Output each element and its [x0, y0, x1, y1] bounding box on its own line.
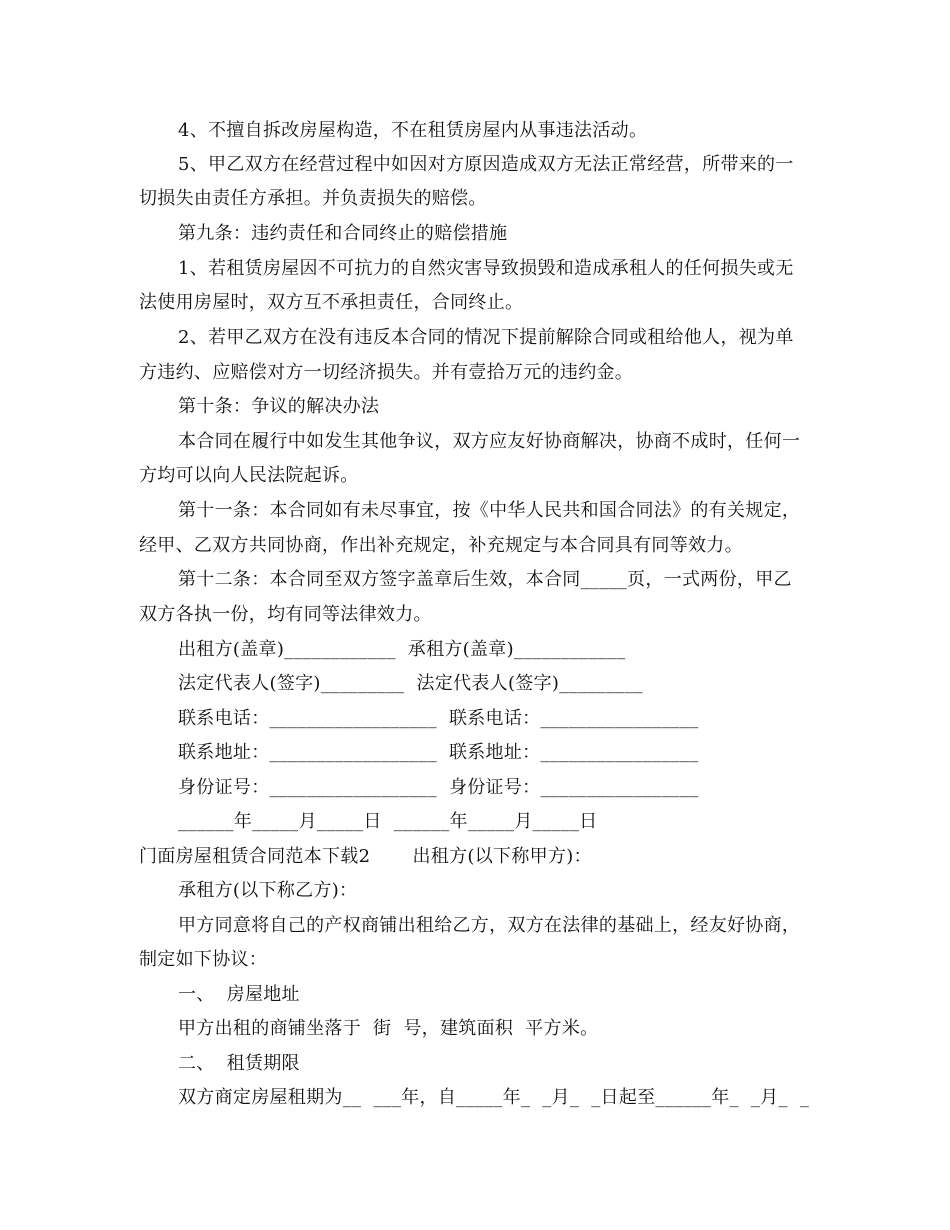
signature-line: 联系电话：__________________ 联系电话：_________________: [178, 708, 699, 729]
text-line: 双方各执一份，均有同等法律效力。: [139, 604, 432, 625]
text-line: 第十二条：本合同至双方签字盖章后生效，本合同_____页，一式两份，甲乙: [178, 569, 792, 590]
document-title: 门面房屋租赁合同范本下载2 出租方(以下称甲方)：: [139, 846, 592, 867]
section-heading: 一、 房屋地址: [178, 984, 300, 1005]
text-line: 甲方出租的商铺坐落于 街 号，建筑面积 平方米。: [178, 1018, 599, 1039]
section-heading: 第九条：违约责任和合同终止的赔偿措施: [178, 223, 508, 244]
text-line: 甲方同意将自己的产权商铺出租给乙方，双方在法律的基础上，经友好协商，: [178, 915, 801, 936]
text-line: 法使用房屋时，双方互不承担责任，合同终止。: [139, 292, 524, 313]
text-line: 本合同在履行中如发生其他争议，双方应友好协商解决，协商不成时，任何一: [178, 431, 801, 452]
section-heading: 第十条：争议的解决办法: [178, 396, 380, 417]
text-line: 第十一条：本合同如有未尽事宜，按《中华人民共和国合同法》的有关规定，: [178, 500, 801, 521]
text-line: 方均可以向人民法院起诉。: [139, 465, 359, 486]
text-line: 承租方(以下称乙方)：: [178, 880, 358, 901]
section-heading: 二、 租赁期限: [178, 1053, 300, 1074]
text-line: 2、若甲乙双方在没有违反本合同的情况下提前解除合同或租给他人，视为单: [178, 327, 794, 348]
date-line: ______年_____月_____日 ______年_____月_____日: [178, 811, 598, 832]
signature-line: 法定代表人(签字)_________ 法定代表人(签字)_________: [178, 673, 643, 694]
text-line: 1、若租赁房屋因不可抗力的自然灾害导致损毁和造成承租人的任何损失或无: [178, 258, 794, 279]
text-line: 经甲、乙双方共同协商，作出补充规定，补充规定与本合同具有同等效力。: [139, 535, 743, 556]
text-line: 4、不擅自拆改房屋构造，不在租赁房屋内从事违法活动。: [178, 120, 648, 141]
signature-line: 出租方(盖章)____________ 承租方(盖章)____________: [178, 639, 626, 660]
text-line: 制定如下协议：: [139, 949, 268, 970]
text-line: 切损失由责任方承担。并负责损失的赔偿。: [139, 188, 487, 209]
signature-line: 身份证号：__________________ 身份证号：_________________: [178, 777, 699, 798]
text-line: 双方商定房屋租期为__ ___年，自_____年_ _月_ _日起至______年_ _月_ _: [178, 1087, 810, 1108]
signature-line: 联系地址：__________________ 联系地址：_________________: [178, 742, 699, 763]
text-line: 方违约、应赔偿对方一切经济损失。并有壹拾万元的违约金。: [139, 362, 634, 383]
text-line: 5、甲乙双方在经营过程中如因对方原因造成双方无法正常经营，所带来的一: [178, 154, 794, 175]
